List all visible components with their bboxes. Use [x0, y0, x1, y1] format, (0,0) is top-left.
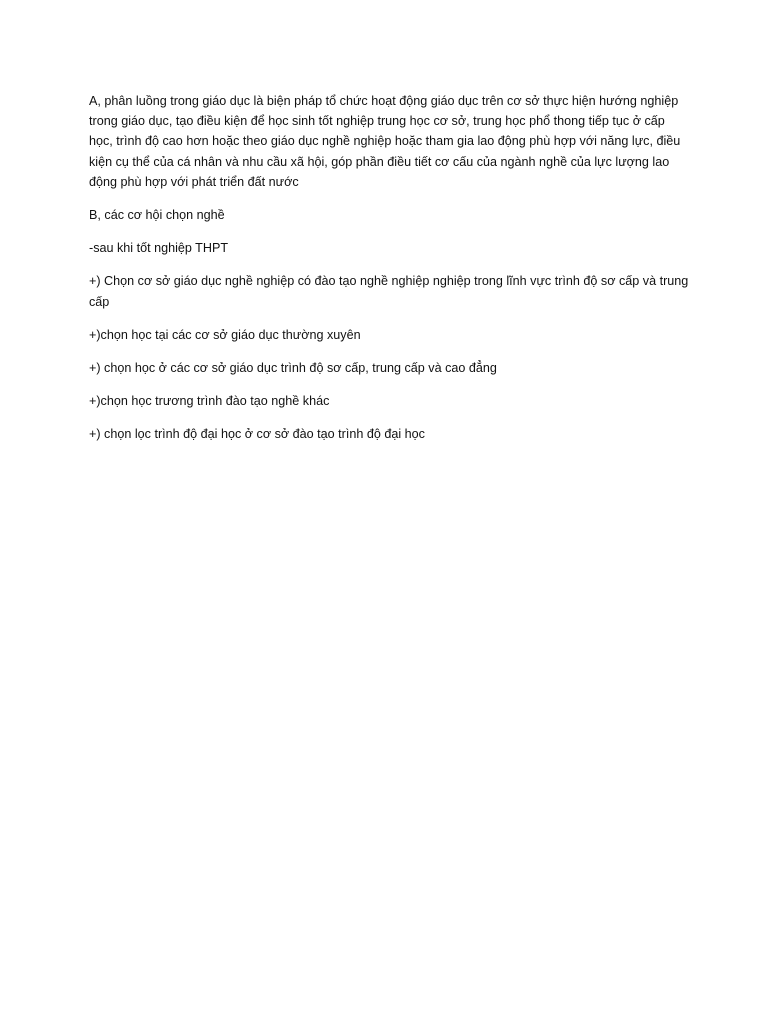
- list-item: +) Chọn cơ sở giáo dục nghề nghiệp có đào tạo nghề nghiệp nghiệp trong lĩnh vực trình độ sơ cấp và trung cấp: [89, 274, 689, 309]
- paragraph-heading-opportunities: B, các cơ hội chọn nghề: [89, 208, 225, 223]
- list-item: +)chọn học trương trình đào tạo nghề khác: [89, 394, 330, 409]
- paragraph-definition: A, phân luồng trong giáo dục là biện pháp tổ chức hoạt động giáo dục trên cơ sở thực hiện hướng nghiệp trong giáo dục, tạo điều kiện để học sinh tốt nghiệp trung học cơ sở, trung học phổ thong tiếp tục ở cấp học, trình độ cao hơn hoặc theo giáo dục nghề nghiệp hoặc tham gia lao động phù hợp với năng lực, điều kiện cụ thể của cá nhân và nhu cầu xã hội, góp phần điều tiết cơ cấu của ngành nghề của lực lượng lao động phù hợp với phát triển đất nước: [89, 94, 681, 189]
- list-item: +) chọn học ở các cơ sở giáo dục trình độ sơ cấp, trung cấp và cao đẳng: [89, 361, 497, 376]
- list-item: +) chọn lọc trình độ đại học ở cơ sở đào tạo trình độ đại học: [89, 427, 425, 442]
- paragraph-after-graduation: -sau khi tốt nghiệp THPT: [89, 241, 229, 256]
- list-item: +)chọn học tại các cơ sở giáo dục thường xuyên: [89, 327, 361, 342]
- document-body: [89, 91, 689, 458]
